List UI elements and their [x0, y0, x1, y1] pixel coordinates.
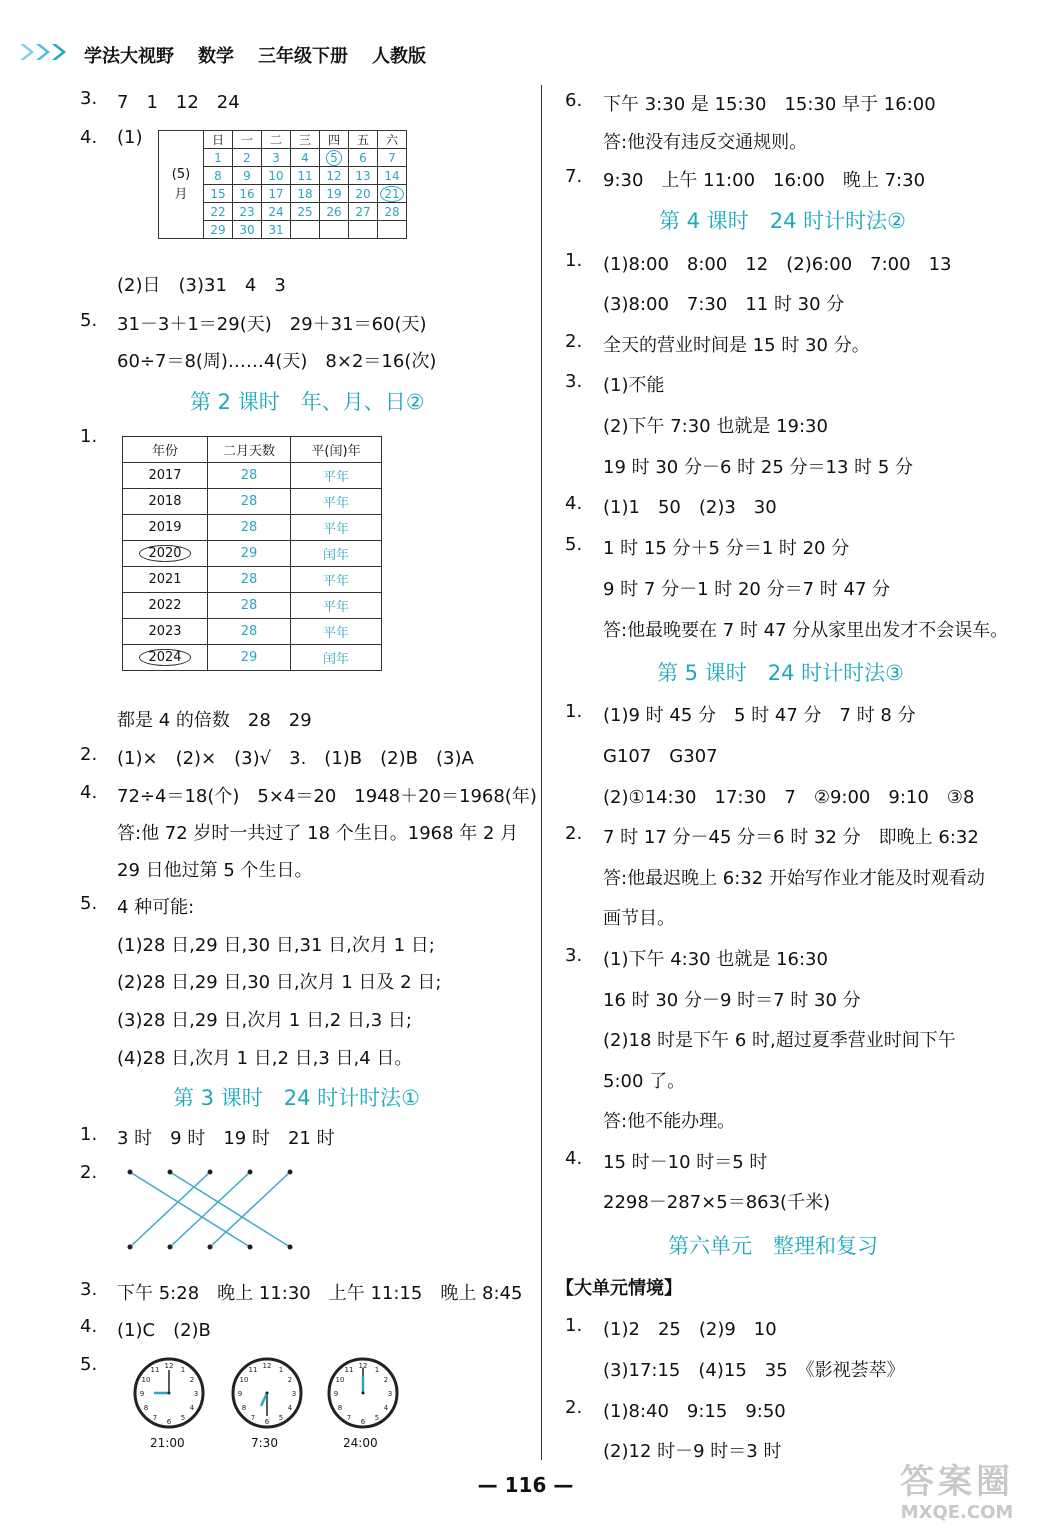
day-cell: 16 [233, 185, 262, 203]
day-cell: 3 [262, 149, 291, 167]
days-cell: 28 [208, 567, 291, 593]
day-cell: 11 [291, 167, 320, 185]
s2q5-number: 5. [80, 893, 98, 914]
day-cell: 7 [378, 149, 407, 167]
year-cell [123, 645, 208, 671]
day-cell [320, 221, 349, 239]
svg-text:9: 9 [139, 1390, 145, 1398]
table-header: 平(闰)年 [291, 437, 382, 463]
years-table [122, 436, 382, 671]
column-divider [541, 85, 542, 1460]
day-cell: 29 [204, 221, 233, 239]
day-cell [378, 221, 407, 239]
q5-line2: 60÷7＝8(周)……4(天) 8×2＝16(次) [117, 351, 437, 372]
clock-label: 24:00 [343, 1436, 378, 1450]
days-cell: 29 [208, 645, 291, 671]
header-edition: 人教版 [372, 46, 426, 67]
q6-line2: 答:他没有违反交通规则。 [603, 132, 808, 153]
days-cell: 28 [208, 489, 291, 515]
s6q1-line2: (3)17:15 (4)15 35 《影视荟萃》 [603, 1360, 905, 1381]
s4q3-line1: (1)不能 [603, 375, 665, 396]
weekday-cell: 六 [378, 131, 407, 149]
svg-text:10: 10 [335, 1376, 345, 1384]
s4q2-answer: 全天的营业时间是 15 时 30 分。 [603, 335, 870, 356]
day-cell: 31 [262, 221, 291, 239]
s5q3-line4: 5:00 了。 [603, 1071, 686, 1092]
year-circled: 2024 [139, 649, 190, 666]
s4q1-line1: (1)8:00 8:00 12 (2)6:00 7:00 13 [603, 254, 952, 275]
s2q1-number: 1. [80, 426, 98, 447]
table-row [123, 619, 382, 645]
s3q2-number: 2. [80, 1162, 98, 1183]
day-cell: 23 [233, 203, 262, 221]
weekday-cell: 二 [262, 131, 291, 149]
q6-line1: 下午 3:30 是 15:30 15:30 早于 16:00 [603, 94, 936, 115]
s3q4-number: 4. [80, 1316, 98, 1337]
s2q4-line3: 29 日他过第 5 个生日。 [117, 860, 313, 881]
year-cell: 2021 [123, 567, 208, 593]
calendar-table [158, 130, 407, 239]
svg-text:2: 2 [287, 1376, 293, 1384]
q5-number: 5. [80, 310, 98, 331]
svg-text:3: 3 [387, 1390, 393, 1398]
type-cell: 平年 [291, 619, 382, 645]
svg-text:1: 1 [374, 1366, 380, 1374]
s4q4-number: 4. [565, 493, 583, 514]
s3q4-answer: (1)C (2)B [117, 1320, 211, 1341]
svg-text:2: 2 [383, 1376, 389, 1384]
q6-number: 6. [565, 90, 583, 111]
svg-text:12: 12 [262, 1362, 272, 1370]
big-unit-title: 【大单元情境】 [556, 1278, 682, 1299]
type-cell: 平年 [291, 489, 382, 515]
day-cell: 14 [378, 167, 407, 185]
s4q3-line3: 19 时 30 分－6 时 25 分＝13 时 5 分 [603, 457, 914, 478]
header-arrows-icon [20, 42, 80, 62]
s4q4-answer: (1)1 50 (2)3 30 [603, 497, 777, 518]
s3q5-number: 5. [80, 1354, 98, 1375]
day-circled: 21 [380, 186, 403, 202]
svg-text:11: 11 [344, 1366, 354, 1374]
watermark-url: MXQE.COM [900, 1502, 1014, 1523]
s6q1-number: 1. [565, 1315, 583, 1336]
type-cell: 平年 [291, 463, 382, 489]
svg-text:1: 1 [278, 1366, 284, 1374]
watermark-text: 答案圈 [900, 1462, 1014, 1502]
day-cell: 25 [291, 203, 320, 221]
page-number: — 116 — [477, 1473, 574, 1497]
day-cell: 1 [204, 149, 233, 167]
section-title-6: 第六单元 整理和复习 [668, 1234, 878, 1258]
days-cell: 28 [208, 463, 291, 489]
s2q5-line3: (2)28 日,29 日,30 日,次月 1 日及 2 日; [117, 972, 442, 993]
weekday-cell: 四 [320, 131, 349, 149]
table-row [123, 645, 382, 671]
days-cell: 28 [208, 515, 291, 541]
s5q2-line2: 答:他最迟晚上 6:32 开始写作业才能及时观看动 [603, 868, 985, 889]
s6q1-line1: (1)2 25 (2)9 10 [603, 1319, 777, 1340]
s4q3-number: 3. [565, 371, 583, 392]
clock-icon [132, 1356, 206, 1430]
table-row [123, 515, 382, 541]
day-circled: 5 [326, 150, 342, 166]
svg-text:7: 7 [346, 1414, 352, 1422]
year-cell: 2018 [123, 489, 208, 515]
s2q5-line5: (4)28 日,次月 1 日,2 日,3 日,4 日。 [117, 1048, 413, 1069]
days-cell: 29 [208, 541, 291, 567]
svg-text:6: 6 [264, 1418, 270, 1426]
s3q3-number: 3. [80, 1279, 98, 1300]
q4-part1: (1) [117, 127, 143, 148]
table-row [123, 489, 382, 515]
year-cell: 2023 [123, 619, 208, 645]
svg-text:5: 5 [278, 1414, 284, 1422]
s5q2-line3: 画节目。 [603, 908, 675, 929]
type-cell: 闰年 [291, 645, 382, 671]
day-cell: 9 [233, 167, 262, 185]
s5q3-line5: 答:他不能办理。 [603, 1111, 736, 1132]
day-cell: 19 [320, 185, 349, 203]
table-header: 年份 [123, 437, 208, 463]
s4q5-number: 5. [565, 534, 583, 555]
watermark-logo [872, 1462, 1042, 1530]
s2q5-line1: 4 种可能: [117, 897, 195, 918]
svg-text:11: 11 [150, 1366, 160, 1374]
svg-text:10: 10 [239, 1376, 249, 1384]
s6q2-line1: (1)8:40 9:15 9:50 [603, 1401, 786, 1422]
svg-text:8: 8 [241, 1404, 247, 1412]
q5-line1: 31－3＋1＝29(天) 29＋31＝60(天) [117, 314, 427, 335]
s6q2-line2: (2)12 时－9 时＝3 时 [603, 1441, 782, 1462]
weekday-cell: 一 [233, 131, 262, 149]
type-cell: 闰年 [291, 541, 382, 567]
s2q4-number: 4. [80, 782, 98, 803]
s4q5-line2: 9 时 7 分－1 时 20 分＝7 时 47 分 [603, 579, 891, 600]
matching-lines-diagram [120, 1162, 300, 1257]
s5q1-line1: (1)9 时 45 分 5 时 47 分 7 时 8 分 [603, 705, 916, 726]
section-title-2: 第 2 课时 年、月、日② [190, 390, 425, 414]
day-cell: 26 [320, 203, 349, 221]
year-cell [123, 541, 208, 567]
s2q1-after: 都是 4 的倍数 28 29 [117, 710, 312, 731]
year-cell: 2019 [123, 515, 208, 541]
q4-rest: (2)日 (3)31 4 3 [117, 275, 286, 296]
day-cell: 13 [349, 167, 378, 185]
table-header: 二月天数 [208, 437, 291, 463]
day-cell: 6 [349, 149, 378, 167]
svg-text:9: 9 [333, 1390, 339, 1398]
s5q2-line1: 7 时 17 分－45 分＝6 时 32 分 即晚上 6:32 [603, 827, 979, 848]
day-cell [378, 185, 407, 203]
s2q2-number: 2. [80, 744, 98, 765]
svg-text:3: 3 [193, 1390, 199, 1398]
day-cell: 27 [349, 203, 378, 221]
svg-text:6: 6 [360, 1418, 366, 1426]
svg-text:1: 1 [180, 1366, 186, 1374]
type-cell: 平年 [291, 515, 382, 541]
s5q3-number: 3. [565, 945, 583, 966]
svg-text:8: 8 [143, 1404, 149, 1412]
day-cell: 10 [262, 167, 291, 185]
header-subject: 数学 [198, 46, 234, 67]
svg-text:10: 10 [141, 1376, 151, 1384]
s5q3-line2: 16 时 30 分－9 时＝7 时 30 分 [603, 990, 861, 1011]
table-row [123, 567, 382, 593]
weekday-cell: 日 [204, 131, 233, 149]
weekday-cell: 三 [291, 131, 320, 149]
q3-answer: 7 1 12 24 [117, 92, 240, 113]
s4q3-line2: (2)下午 7:30 也就是 19:30 [603, 416, 828, 437]
s6q2-number: 2. [565, 1397, 583, 1418]
s4q2-number: 2. [565, 331, 583, 352]
year-circled: 2020 [139, 545, 190, 562]
svg-text:6: 6 [166, 1418, 172, 1426]
s3q1-answer: 3 时 9 时 19 时 21 时 [117, 1128, 335, 1149]
q7-answer: 9:30 上午 11:00 16:00 晚上 7:30 [603, 170, 926, 191]
s5q4-line1: 15 时－10 时＝5 时 [603, 1152, 768, 1173]
s5q3-line1: (1)下午 4:30 也就是 16:30 [603, 949, 828, 970]
day-cell: 4 [291, 149, 320, 167]
s2q5-line2: (1)28 日,29 日,30 日,31 日,次月 1 日; [117, 935, 435, 956]
s5q1-number: 1. [565, 701, 583, 722]
section-title-3: 第 3 课时 24 时计时法① [173, 1086, 420, 1110]
weekday-cell: 五 [349, 131, 378, 149]
s2q4-line1: 72÷4＝18(个) 5×4＝20 1948＋20＝1968(年) [117, 786, 537, 807]
s2q5-line4: (3)28 日,29 日,次月 1 日,2 日,3 日; [117, 1010, 412, 1031]
day-cell [349, 221, 378, 239]
s4q5-line1: 1 时 15 分＋5 分＝1 时 20 分 [603, 538, 850, 559]
day-cell: 2 [233, 149, 262, 167]
clock-icon [326, 1356, 400, 1430]
year-cell: 2022 [123, 593, 208, 619]
header-grade: 三年级下册 [258, 46, 348, 67]
s5q4-line2: 2298－287×5＝863(千米) [603, 1192, 831, 1213]
s5q1-line3: (2)①14:30 17:30 7 ②9:00 9:10 ③8 [603, 787, 975, 808]
day-cell [320, 149, 349, 167]
day-cell [291, 221, 320, 239]
svg-text:5: 5 [180, 1414, 186, 1422]
days-cell: 28 [208, 593, 291, 619]
svg-text:3: 3 [291, 1390, 297, 1398]
section-title-5: 第 5 课时 24 时计时法③ [657, 661, 904, 685]
svg-text:12: 12 [358, 1362, 368, 1370]
svg-text:4: 4 [287, 1404, 293, 1412]
page-header [84, 42, 450, 68]
clock-label: 21:00 [150, 1436, 185, 1450]
s4q1-number: 1. [565, 250, 583, 271]
day-cell: 8 [204, 167, 233, 185]
svg-text:11: 11 [248, 1366, 258, 1374]
s3q1-number: 1. [80, 1124, 98, 1145]
table-row [123, 463, 382, 489]
svg-text:4: 4 [189, 1404, 195, 1412]
s2q4-line2: 答:他 72 岁时一共过了 18 个生日。1968 年 2 月 [117, 823, 519, 844]
day-cell: 22 [204, 203, 233, 221]
s5q4-number: 4. [565, 1148, 583, 1169]
day-cell: 28 [378, 203, 407, 221]
s2q2-answer: (1)× (2)× (3)√ 3. (1)B (2)B (3)A [117, 748, 474, 769]
svg-text:5: 5 [374, 1414, 380, 1422]
clock-label: 7:30 [251, 1436, 278, 1450]
table-row [123, 541, 382, 567]
day-cell: 12 [320, 167, 349, 185]
s4q5-line3: 答:他最晚要在 7 时 47 分从家里出发才不会误车。 [603, 620, 1009, 641]
svg-text:4: 4 [383, 1404, 389, 1412]
year-cell: 2017 [123, 463, 208, 489]
days-cell: 28 [208, 619, 291, 645]
header-brand: 学法大视野 [84, 46, 174, 67]
calendar-month-label: (5) 月 [159, 131, 204, 239]
svg-text:2: 2 [189, 1376, 195, 1384]
section-title-4: 第 4 课时 24 时计时法② [659, 209, 906, 233]
clock-icon [230, 1356, 304, 1430]
svg-text:7: 7 [250, 1414, 256, 1422]
s5q1-line2: G107 G307 [603, 746, 718, 767]
svg-text:8: 8 [337, 1404, 343, 1412]
svg-text:7: 7 [152, 1414, 158, 1422]
type-cell: 平年 [291, 567, 382, 593]
s5q3-line3: (2)18 时是下午 6 时,超过夏季营业时间下午 [603, 1030, 956, 1051]
q4-number: 4. [80, 127, 98, 148]
day-cell: 18 [291, 185, 320, 203]
s4q1-line2: (3)8:00 7:30 11 时 30 分 [603, 294, 845, 315]
type-cell: 平年 [291, 593, 382, 619]
day-cell: 20 [349, 185, 378, 203]
day-cell: 24 [262, 203, 291, 221]
q3-number: 3. [80, 88, 98, 109]
table-row [123, 593, 382, 619]
svg-text:12: 12 [164, 1362, 174, 1370]
day-cell: 30 [233, 221, 262, 239]
s3q3-answer: 下午 5:28 晚上 11:30 上午 11:15 晚上 8:45 [117, 1283, 523, 1304]
svg-text:9: 9 [237, 1390, 243, 1398]
day-cell: 15 [204, 185, 233, 203]
day-cell: 17 [262, 185, 291, 203]
q7-number: 7. [565, 166, 583, 187]
s5q2-number: 2. [565, 823, 583, 844]
